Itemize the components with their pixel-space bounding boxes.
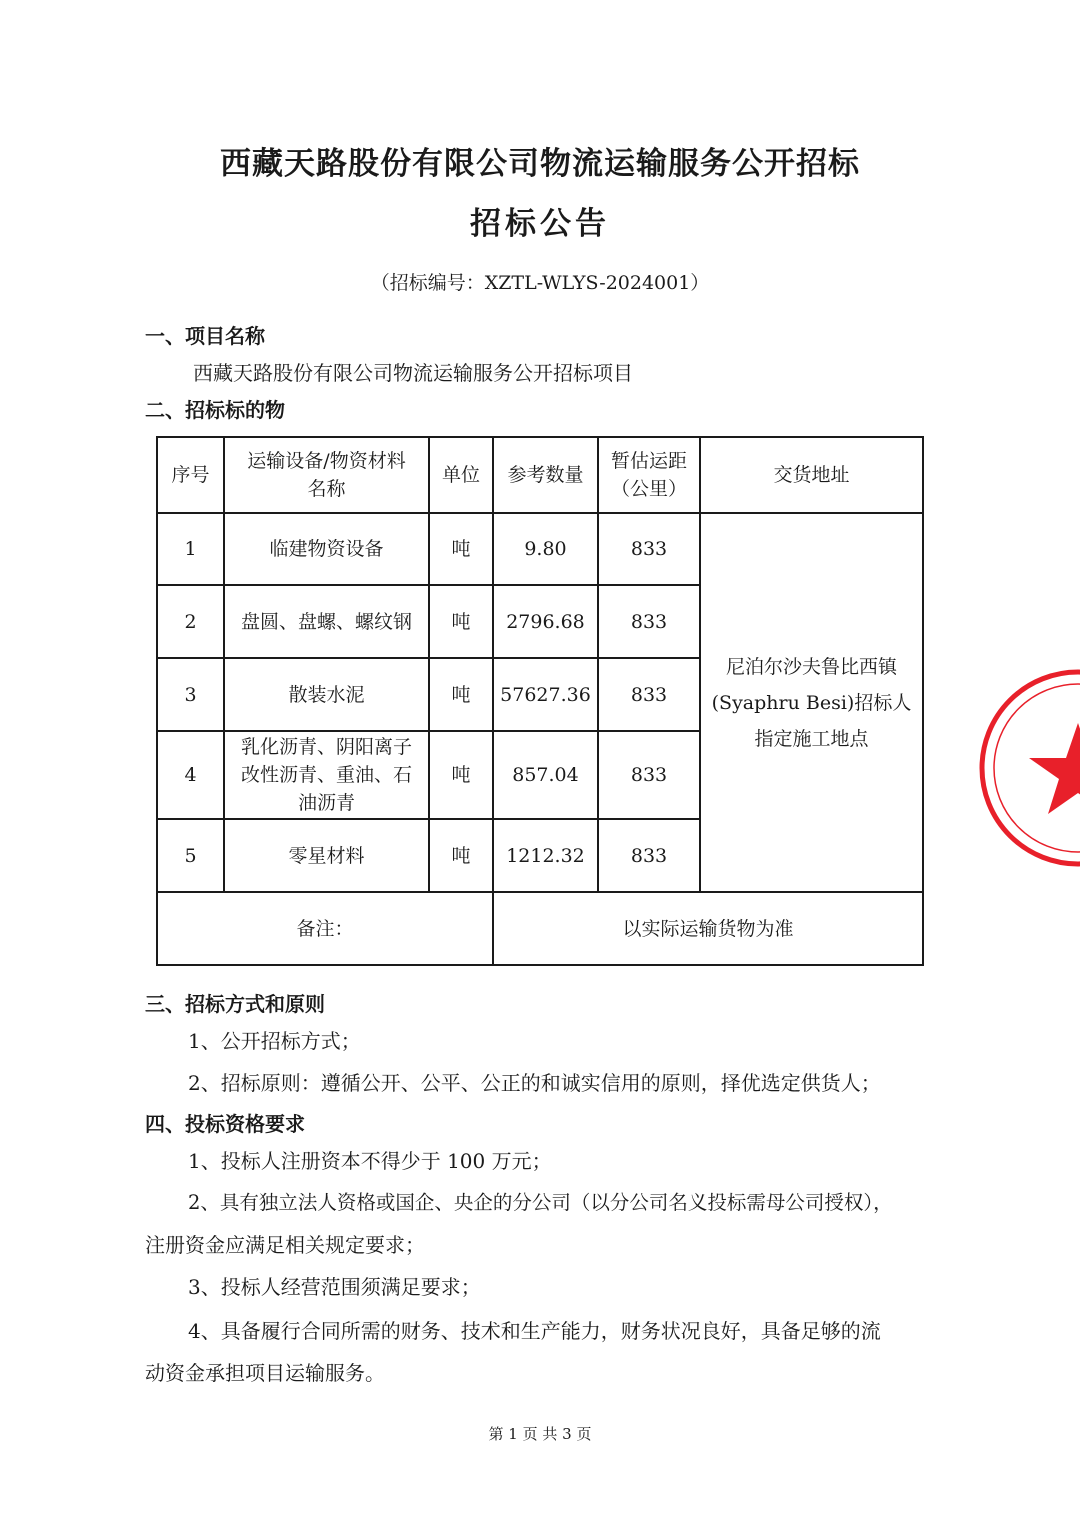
row-seq: 4 [157,731,224,819]
row-distance: 833 [598,819,700,892]
header-distance-line2: （公里） [610,478,687,500]
address-line1: 尼泊尔沙夫鲁比西镇 [725,655,897,678]
row-qty: 1212.32 [493,819,598,892]
items-table [156,436,924,966]
qualification-item-4-line2: 动资金承担项目运输服务。 [145,1361,385,1385]
row-unit: 吨 [429,513,493,585]
header-name-line1: 运输设备/物资材料 [247,450,406,472]
section-3-heading: 三、招标方式和原则 [145,992,325,1016]
qualification-item-4-line1: 4、具备履行合同所需的财务、技术和生产能力，财务状况良好，具备足够的流 [188,1319,881,1343]
row-seq: 5 [157,819,224,892]
row-seq: 3 [157,658,224,731]
qualification-item-3: 3、投标人经营范围须满足要求； [188,1275,481,1299]
row-unit: 吨 [429,819,493,892]
row-name-line2: 改性沥青、重油、石 [240,764,412,786]
row-distance: 833 [598,513,700,585]
document-subtitle: 招标公告 [470,206,610,242]
remark-row [157,892,923,965]
header-name [224,437,429,513]
company-seal-stamp [978,668,1080,868]
table-header-row [157,437,923,513]
row-distance: 833 [598,658,700,731]
project-name: 西藏天路股份有限公司物流运输服务公开招标项目 [193,361,633,385]
row-distance: 833 [598,731,700,819]
row-name: 零星材料 [224,819,429,892]
address-line2: (Syaphru Besi)招标人 [711,691,912,714]
qualification-item-2-line1: 2、具有独立法人资格或国企、央企的分公司（以分公司名义投标需母公司授权）， [188,1191,893,1214]
section-4-heading: 四、投标资格要求 [145,1112,305,1136]
seal-star-icon [1029,723,1080,814]
row-name [224,731,429,819]
qualification-item-1: 1、投标人注册资本不得少于 100 万元； [188,1149,552,1173]
row-distance: 833 [598,585,700,658]
header-name-line2: 名称 [307,478,346,500]
row-name-line1: 乳化沥青、阴阳离子 [240,736,412,758]
delivery-address [700,513,923,892]
bid-number: （招标编号：XZTL-WLYS-2024001） [370,272,710,294]
remark-value: 以实际运输货物为准 [493,892,923,965]
method-item-2: 2、招标原则：遵循公开、公平、公正的和诚实信用的原则，择优选定供货人； [188,1071,881,1095]
header-unit: 单位 [429,437,493,513]
header-distance [598,437,700,513]
document-title: 西藏天路股份有限公司物流运输服务公开招标 [220,146,860,182]
row-unit: 吨 [429,731,493,819]
header-distance-line1: 暂估运距 [610,450,687,472]
method-item-1: 1、公开招标方式； [188,1029,361,1053]
row-seq: 2 [157,585,224,658]
row-seq: 1 [157,513,224,585]
row-qty: 2796.68 [493,585,598,658]
row-qty: 9.80 [493,513,598,585]
table-row [157,513,923,585]
row-qty: 857.04 [493,731,598,819]
section-1-heading: 一、项目名称 [145,324,265,348]
row-unit: 吨 [429,658,493,731]
header-qty: 参考数量 [493,437,598,513]
remark-label: 备注： [157,892,493,965]
row-qty: 57627.36 [493,658,598,731]
row-unit: 吨 [429,585,493,658]
row-name: 散装水泥 [224,658,429,731]
row-name: 盘圆、盘螺、螺纹钢 [224,585,429,658]
section-2-heading: 二、招标标的物 [145,398,285,422]
qualification-item-2-line2: 注册资金应满足相关规定要求； [145,1233,425,1257]
row-name-line3: 油沥青 [297,792,355,814]
row-name: 临建物资设备 [224,513,429,585]
address-line3: 指定施工地点 [754,727,869,750]
header-address: 交货地址 [700,437,923,513]
page-number: 第 1 页 共 3 页 [488,1425,592,1443]
header-seq: 序号 [157,437,224,513]
